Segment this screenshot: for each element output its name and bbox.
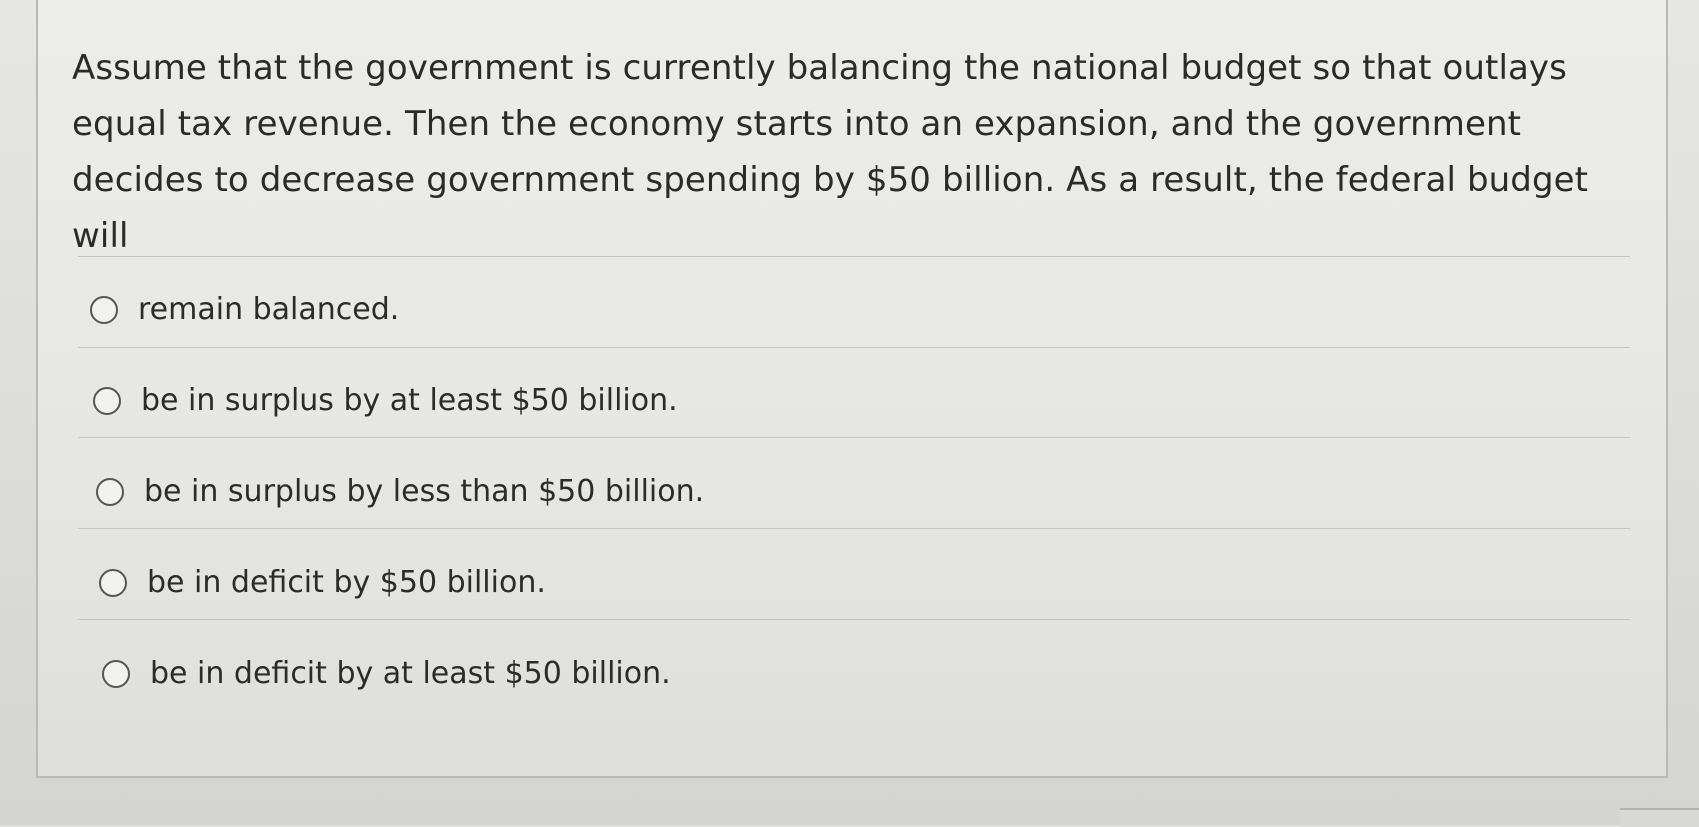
- option-surplus-at-least-50[interactable]: [93, 383, 678, 418]
- option-surplus-less-than-50[interactable]: [96, 474, 704, 509]
- question-text: Assume that the government is currently balancing the national budget so that outlays equal tax revenue. Then the economy starts into an expansion, and the government decides to decrease government spending by $50 billion. As a result, the federal budget will: [72, 48, 1589, 256]
- divider: [78, 619, 1630, 620]
- option-label: remain balanced.: [138, 292, 400, 327]
- option-label: be in surplus by at least $50 billion.: [141, 383, 678, 418]
- divider: [78, 347, 1630, 348]
- option-label: be in surplus by less than $50 billion.: [144, 474, 705, 509]
- divider: [78, 528, 1630, 529]
- divider: [78, 256, 1630, 257]
- option-label: be in deficit by $50 billion.: [147, 565, 546, 600]
- option-label: be in deficit by at least $50 billion.: [150, 656, 671, 691]
- radio-button[interactable]: [90, 296, 118, 324]
- radio-button[interactable]: [99, 569, 127, 597]
- radio-button[interactable]: [102, 660, 130, 688]
- radio-button[interactable]: [93, 387, 121, 415]
- radio-button[interactable]: [96, 478, 124, 506]
- divider: [78, 437, 1630, 438]
- option-deficit-at-least-50[interactable]: [102, 656, 671, 691]
- option-deficit-50[interactable]: [99, 565, 546, 600]
- adjacent-panel-edge: [1620, 808, 1699, 827]
- option-remain-balanced[interactable]: [90, 292, 399, 327]
